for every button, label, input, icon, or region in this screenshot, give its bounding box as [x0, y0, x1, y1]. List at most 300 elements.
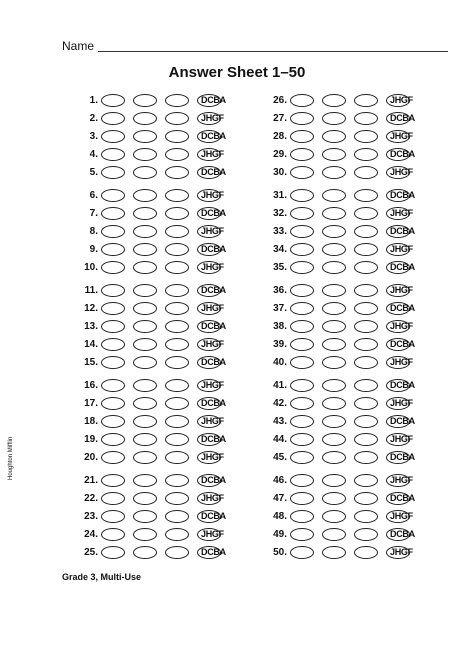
answer-options-label: DCBA — [390, 148, 415, 159]
answer-bubble[interactable] — [197, 451, 224, 464]
answer-bubble[interactable] — [354, 415, 378, 428]
answer-bubble[interactable] — [354, 546, 378, 559]
answer-bubble[interactable] — [197, 415, 224, 428]
answer-bubble[interactable] — [354, 338, 378, 351]
answer-bubble[interactable] — [386, 243, 413, 256]
answer-bubble[interactable] — [101, 225, 125, 238]
answer-bubble[interactable] — [133, 415, 157, 428]
answer-bubble[interactable] — [322, 189, 346, 202]
answer-bubble[interactable] — [133, 320, 157, 333]
answer-bubble[interactable] — [133, 94, 157, 107]
answer-bubble[interactable] — [386, 94, 413, 107]
question-number: 29. — [273, 148, 287, 160]
answer-bubble[interactable] — [322, 302, 346, 315]
answer-bubble[interactable] — [322, 338, 346, 351]
answer-row — [74, 224, 224, 238]
answer-bubble[interactable] — [101, 148, 125, 161]
answer-bubble[interactable] — [354, 492, 378, 505]
answer-row — [74, 129, 226, 143]
answer-bubble[interactable] — [322, 94, 346, 107]
answer-bubble[interactable] — [290, 112, 314, 125]
answer-bubble[interactable] — [101, 338, 125, 351]
answer-options-label: JHGF — [390, 320, 413, 331]
answer-bubble[interactable] — [290, 356, 314, 369]
answer-bubble[interactable] — [354, 397, 378, 410]
answer-bubble[interactable] — [386, 528, 415, 541]
answer-bubble[interactable] — [354, 243, 378, 256]
question-number: 41. — [273, 379, 287, 391]
question-number: 21. — [84, 474, 98, 486]
answer-bubble[interactable] — [290, 379, 314, 392]
answer-bubble[interactable] — [197, 207, 226, 220]
answer-bubble[interactable] — [165, 356, 189, 369]
answer-row — [263, 355, 413, 369]
answer-bubble[interactable] — [165, 148, 189, 161]
answer-bubble[interactable] — [101, 243, 125, 256]
answer-bubble[interactable] — [354, 528, 378, 541]
answer-options-label: JHGF — [201, 189, 224, 200]
answer-bubble[interactable] — [197, 510, 226, 523]
question-number: 35. — [273, 261, 287, 273]
answer-bubble[interactable] — [290, 207, 314, 220]
answer-bubble[interactable] — [386, 225, 415, 238]
answer-bubble[interactable] — [322, 528, 346, 541]
answer-options-label: JHGF — [390, 166, 413, 177]
answer-options-label: DCBA — [390, 379, 415, 390]
question-number: 32. — [273, 207, 287, 219]
answer-options-label: JHGF — [201, 148, 224, 159]
answer-bubble[interactable] — [386, 284, 413, 297]
answer-bubble[interactable] — [290, 130, 314, 143]
question-number: 27. — [273, 112, 287, 124]
answer-row — [263, 147, 415, 161]
answer-bubble[interactable] — [290, 225, 314, 238]
answer-options-label: JHGF — [201, 492, 224, 503]
answer-options-label: JHGF — [390, 207, 413, 218]
answer-row — [74, 283, 226, 297]
answer-bubble[interactable] — [197, 474, 226, 487]
answer-bubble[interactable] — [354, 148, 378, 161]
answer-bubble[interactable] — [133, 546, 157, 559]
question-number: 44. — [273, 433, 287, 445]
answer-bubble[interactable] — [165, 510, 189, 523]
answer-bubble[interactable] — [290, 243, 314, 256]
answer-bubble[interactable] — [290, 528, 314, 541]
answer-bubble[interactable] — [197, 338, 224, 351]
answer-options-label: DCBA — [201, 94, 226, 105]
answer-bubble[interactable] — [133, 284, 157, 297]
answer-bubble[interactable] — [322, 130, 346, 143]
answer-bubble[interactable] — [101, 320, 125, 333]
answer-bubble[interactable] — [133, 243, 157, 256]
answer-options-label: DCBA — [201, 243, 226, 254]
answer-bubble[interactable] — [354, 130, 378, 143]
answer-bubble[interactable] — [133, 302, 157, 315]
question-number: 42. — [273, 397, 287, 409]
answer-options-label: DCBA — [390, 528, 415, 539]
answer-bubble[interactable] — [101, 433, 125, 446]
answer-bubble[interactable] — [386, 397, 413, 410]
answer-row — [263, 319, 413, 333]
answer-bubble[interactable] — [386, 261, 415, 274]
answer-bubble[interactable] — [354, 320, 378, 333]
answer-bubble[interactable] — [354, 379, 378, 392]
answer-bubble[interactable] — [165, 546, 189, 559]
answer-options-label: DCBA — [201, 356, 226, 367]
answer-options-label: JHGF — [390, 510, 413, 521]
answer-bubble[interactable] — [197, 243, 226, 256]
answer-bubble[interactable] — [165, 338, 189, 351]
question-number: 16. — [84, 379, 98, 391]
answer-bubble[interactable] — [197, 112, 224, 125]
answer-options-label: DCBA — [201, 433, 226, 444]
answer-row — [74, 206, 226, 220]
question-number: 22. — [84, 492, 98, 504]
answer-bubble[interactable] — [101, 546, 125, 559]
answer-bubble[interactable] — [133, 130, 157, 143]
answer-options-label: JHGF — [390, 243, 413, 254]
answer-bubble[interactable] — [165, 397, 189, 410]
answer-bubble[interactable] — [322, 379, 346, 392]
answer-options-label: JHGF — [201, 415, 224, 426]
answer-bubble[interactable] — [197, 320, 226, 333]
answer-bubble[interactable] — [197, 528, 224, 541]
answer-bubble[interactable] — [197, 130, 226, 143]
answer-bubble[interactable] — [290, 166, 314, 179]
answer-bubble[interactable] — [386, 379, 415, 392]
answer-bubble[interactable] — [165, 207, 189, 220]
answer-bubble[interactable] — [165, 261, 189, 274]
question-number: 49. — [273, 528, 287, 540]
answer-bubble[interactable] — [354, 510, 378, 523]
answer-bubble[interactable] — [354, 261, 378, 274]
question-number: 38. — [273, 320, 287, 332]
answer-bubble[interactable] — [354, 225, 378, 238]
answer-bubble[interactable] — [290, 148, 314, 161]
answer-options-label: DCBA — [390, 451, 415, 462]
answer-bubble[interactable] — [101, 510, 125, 523]
answer-options-label: JHGF — [390, 546, 413, 557]
answer-bubble[interactable] — [133, 225, 157, 238]
answer-bubble[interactable] — [354, 302, 378, 315]
answer-bubble[interactable] — [290, 284, 314, 297]
answer-bubble[interactable] — [101, 528, 125, 541]
answer-bubble[interactable] — [290, 492, 314, 505]
answer-bubble[interactable] — [386, 433, 413, 446]
answer-bubble[interactable] — [386, 474, 413, 487]
answer-bubble[interactable] — [133, 528, 157, 541]
answer-bubble[interactable] — [354, 166, 378, 179]
question-number: 31. — [273, 189, 287, 201]
answer-row — [74, 165, 226, 179]
answer-bubble[interactable] — [101, 284, 125, 297]
answer-bubble[interactable] — [101, 302, 125, 315]
answer-bubble[interactable] — [165, 528, 189, 541]
answer-bubble[interactable] — [354, 474, 378, 487]
answer-bubble[interactable] — [101, 207, 125, 220]
question-number: 11. — [84, 284, 98, 296]
answer-options-label: DCBA — [390, 492, 415, 503]
answer-bubble[interactable] — [101, 415, 125, 428]
answer-bubble[interactable] — [165, 415, 189, 428]
answer-bubble[interactable] — [322, 320, 346, 333]
answer-bubble[interactable] — [322, 397, 346, 410]
answer-bubble[interactable] — [101, 474, 125, 487]
answer-bubble[interactable] — [101, 112, 125, 125]
answer-bubble[interactable] — [354, 433, 378, 446]
answer-options-label: DCBA — [201, 130, 226, 141]
answer-bubble[interactable] — [197, 225, 224, 238]
question-number: 2. — [89, 112, 98, 124]
answer-row — [263, 414, 415, 428]
answer-options-label: JHGF — [390, 474, 413, 485]
answer-bubble[interactable] — [165, 433, 189, 446]
answer-bubble[interactable] — [165, 166, 189, 179]
answer-options-label: JHGF — [201, 451, 224, 462]
answer-options-label: JHGF — [201, 379, 224, 390]
answer-options-label: JHGF — [201, 528, 224, 539]
answer-bubble[interactable] — [354, 189, 378, 202]
answer-bubble[interactable] — [290, 320, 314, 333]
question-number: 34. — [273, 243, 287, 255]
answer-row — [74, 396, 226, 410]
answer-bubble[interactable] — [386, 166, 413, 179]
question-number: 47. — [273, 492, 287, 504]
answer-bubble[interactable] — [386, 451, 415, 464]
answer-bubble[interactable] — [133, 474, 157, 487]
answer-row — [74, 545, 226, 559]
answer-bubble[interactable] — [133, 451, 157, 464]
answer-bubble[interactable] — [101, 492, 125, 505]
answer-bubble[interactable] — [386, 130, 413, 143]
answer-bubble[interactable] — [322, 207, 346, 220]
answer-bubble[interactable] — [133, 379, 157, 392]
answer-bubble[interactable] — [354, 284, 378, 297]
answer-row — [74, 301, 224, 315]
answer-bubble[interactable] — [290, 338, 314, 351]
answer-bubble[interactable] — [133, 166, 157, 179]
answer-bubble[interactable] — [133, 189, 157, 202]
answer-row — [263, 206, 413, 220]
question-number: 28. — [273, 130, 287, 142]
answer-bubble[interactable] — [386, 356, 413, 369]
answer-row — [74, 337, 224, 351]
answer-options-label: JHGF — [390, 397, 413, 408]
answer-bubble[interactable] — [197, 148, 224, 161]
answer-bubble[interactable] — [386, 415, 415, 428]
question-number: 45. — [273, 451, 287, 463]
answer-bubble[interactable] — [290, 189, 314, 202]
answer-bubble[interactable] — [133, 510, 157, 523]
answer-bubble[interactable] — [322, 451, 346, 464]
answer-bubble[interactable] — [386, 510, 413, 523]
answer-row — [263, 337, 415, 351]
question-number: 9. — [89, 243, 98, 255]
answer-row — [74, 260, 224, 274]
answer-bubble[interactable] — [322, 243, 346, 256]
answer-bubble[interactable] — [290, 510, 314, 523]
question-number: 3. — [89, 130, 98, 142]
question-number: 50. — [273, 546, 287, 558]
answer-bubble[interactable] — [354, 356, 378, 369]
answer-bubble[interactable] — [133, 433, 157, 446]
answer-bubble[interactable] — [290, 474, 314, 487]
answer-bubble[interactable] — [197, 94, 226, 107]
question-number: 10. — [84, 261, 98, 273]
answer-options-label: JHGF — [390, 284, 413, 295]
question-number: 6. — [89, 189, 98, 201]
answer-bubble[interactable] — [386, 320, 413, 333]
answer-bubble[interactable] — [322, 433, 346, 446]
answer-bubble[interactable] — [133, 112, 157, 125]
answer-bubble[interactable] — [386, 148, 415, 161]
answer-bubble[interactable] — [165, 379, 189, 392]
answer-options-label: DCBA — [201, 284, 226, 295]
answer-bubble[interactable] — [354, 207, 378, 220]
answer-row — [263, 283, 413, 297]
answer-bubble[interactable] — [165, 302, 189, 315]
answer-bubble[interactable] — [197, 433, 226, 446]
answer-row — [74, 355, 226, 369]
answer-row — [74, 450, 224, 464]
answer-bubble[interactable] — [354, 451, 378, 464]
answer-row — [263, 450, 415, 464]
answer-bubble[interactable] — [133, 356, 157, 369]
answer-bubble[interactable] — [133, 492, 157, 505]
answer-bubble[interactable] — [101, 261, 125, 274]
answer-bubble[interactable] — [290, 302, 314, 315]
answer-bubble[interactable] — [197, 546, 226, 559]
answer-bubble[interactable] — [165, 189, 189, 202]
answer-bubble[interactable] — [133, 207, 157, 220]
answer-bubble[interactable] — [133, 338, 157, 351]
answer-bubble[interactable] — [322, 415, 346, 428]
publisher-side-text: Houghton Mifflin — [8, 436, 14, 480]
answer-options-label: JHGF — [390, 130, 413, 141]
answer-row — [263, 111, 415, 125]
answer-bubble[interactable] — [101, 166, 125, 179]
answer-bubble[interactable] — [322, 166, 346, 179]
answer-row — [74, 93, 226, 107]
answer-bubble[interactable] — [197, 284, 226, 297]
answer-row — [263, 165, 413, 179]
answer-options-label: JHGF — [201, 302, 224, 313]
answer-row — [74, 414, 224, 428]
answer-bubble[interactable] — [165, 320, 189, 333]
question-number: 7. — [89, 207, 98, 219]
question-number: 37. — [273, 302, 287, 314]
answer-bubble[interactable] — [322, 112, 346, 125]
answer-bubble[interactable] — [290, 261, 314, 274]
answer-bubble[interactable] — [290, 451, 314, 464]
answer-bubble[interactable] — [290, 433, 314, 446]
answer-options-label: DCBA — [201, 166, 226, 177]
answer-bubble[interactable] — [354, 112, 378, 125]
answer-bubble[interactable] — [322, 148, 346, 161]
answer-bubble[interactable] — [290, 94, 314, 107]
answer-bubble[interactable] — [290, 546, 314, 559]
answer-bubble[interactable] — [165, 112, 189, 125]
answer-bubble[interactable] — [386, 112, 415, 125]
answer-bubble[interactable] — [290, 415, 314, 428]
answer-bubble[interactable] — [322, 356, 346, 369]
question-number: 48. — [273, 510, 287, 522]
answer-row — [263, 260, 415, 274]
answer-bubble[interactable] — [322, 474, 346, 487]
answer-row — [263, 242, 413, 256]
answer-bubble[interactable] — [101, 130, 125, 143]
question-number: 39. — [273, 338, 287, 350]
answer-bubble[interactable] — [133, 148, 157, 161]
answer-bubble[interactable] — [101, 379, 125, 392]
answer-bubble[interactable] — [165, 474, 189, 487]
answer-row — [74, 509, 226, 523]
answer-bubble[interactable] — [322, 510, 346, 523]
answer-bubble[interactable] — [386, 189, 415, 202]
answer-bubble[interactable] — [197, 492, 224, 505]
answer-row — [74, 473, 226, 487]
answer-bubble[interactable] — [165, 94, 189, 107]
answer-row — [263, 432, 413, 446]
answer-bubble[interactable] — [101, 189, 125, 202]
answer-bubble[interactable] — [322, 284, 346, 297]
answer-bubble[interactable] — [322, 546, 346, 559]
answer-bubble[interactable] — [197, 356, 226, 369]
answer-bubble[interactable] — [133, 261, 157, 274]
answer-options-label: DCBA — [390, 261, 415, 272]
answer-options-label: DCBA — [390, 338, 415, 349]
answer-bubble[interactable] — [386, 207, 413, 220]
answer-bubble[interactable] — [165, 492, 189, 505]
answer-row — [74, 527, 224, 541]
answer-bubble[interactable] — [101, 451, 125, 464]
answer-options-label: JHGF — [390, 94, 413, 105]
answer-bubble[interactable] — [165, 451, 189, 464]
question-number: 30. — [273, 166, 287, 178]
answer-bubble[interactable] — [386, 338, 415, 351]
answer-row — [263, 301, 415, 315]
answer-row — [263, 527, 415, 541]
answer-bubble[interactable] — [133, 397, 157, 410]
answer-bubble[interactable] — [386, 492, 415, 505]
answer-bubble[interactable] — [322, 225, 346, 238]
answer-options-label: JHGF — [201, 261, 224, 272]
answer-bubble[interactable] — [101, 94, 125, 107]
answer-bubble[interactable] — [197, 261, 224, 274]
answer-bubble[interactable] — [322, 261, 346, 274]
question-number: 13. — [84, 320, 98, 332]
answer-bubble[interactable] — [197, 189, 224, 202]
answer-row — [74, 147, 224, 161]
answer-bubble[interactable] — [197, 379, 224, 392]
answer-bubble[interactable] — [165, 225, 189, 238]
answer-options-label: JHGF — [390, 356, 413, 367]
answer-bubble[interactable] — [197, 166, 226, 179]
answer-bubble[interactable] — [386, 546, 413, 559]
answer-bubble[interactable] — [165, 243, 189, 256]
answer-bubble[interactable] — [197, 302, 224, 315]
answer-bubble[interactable] — [197, 397, 226, 410]
answer-bubble[interactable] — [101, 356, 125, 369]
answer-bubble[interactable] — [322, 492, 346, 505]
answer-bubble[interactable] — [165, 130, 189, 143]
answer-options-label: DCBA — [390, 112, 415, 123]
answer-bubble[interactable] — [386, 302, 415, 315]
answer-bubble[interactable] — [165, 284, 189, 297]
answer-bubble[interactable] — [290, 397, 314, 410]
answer-bubble[interactable] — [101, 397, 125, 410]
answer-bubble[interactable] — [354, 94, 378, 107]
